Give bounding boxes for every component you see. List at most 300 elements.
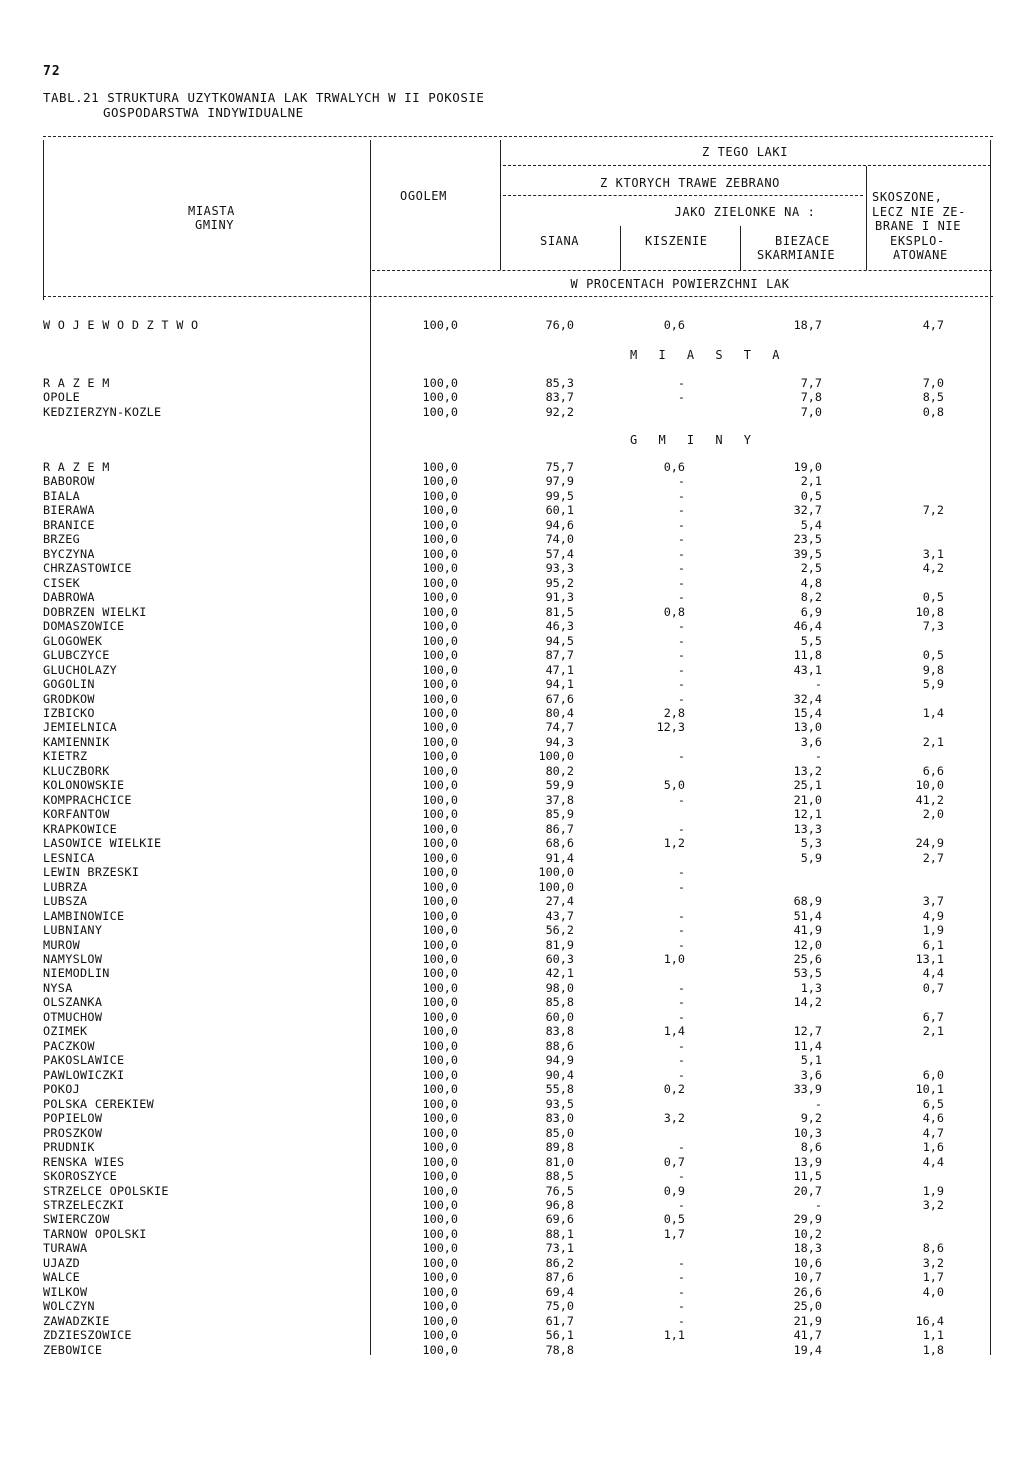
section-gminy-label: G M I N Y: [630, 433, 759, 447]
cell-v3: 6,9: [800, 604, 822, 619]
cell-v2: 0,8: [663, 604, 685, 619]
cell-total: 100,0: [422, 1226, 458, 1241]
cell-v1: 93,3: [545, 561, 574, 576]
cell-total: 100,0: [422, 836, 458, 851]
cell-total: 100,0: [422, 1328, 458, 1343]
cell-total: 100,0: [422, 923, 458, 938]
gminy-row: [0, 851, 1024, 865]
cell-v1: 55,8: [545, 1082, 574, 1097]
cell-name: KIETRZ: [43, 749, 88, 764]
cell-total: 100,0: [422, 460, 458, 474]
cell-total: 100,0: [422, 763, 458, 778]
cell-name: SWIERCZOW: [43, 1212, 110, 1227]
total-values-divider: [500, 140, 501, 270]
cell-v3: 32,4: [793, 691, 822, 706]
cell-name: KOMPRACHCICE: [43, 792, 132, 807]
cell-total: 100,0: [422, 908, 458, 923]
cell-total: 100,0: [422, 318, 458, 332]
cell-total: 100,0: [422, 546, 458, 561]
table-title: [43, 90, 484, 120]
cell-name: POLSKA CEREKIEW: [43, 1096, 155, 1111]
cell-v1: 94,5: [545, 633, 574, 648]
cell-name: CHRZASTOWICE: [43, 561, 132, 576]
table-title-line1: TABL.21 STRUKTURA UZYTKOWANIA LAK TRWALYCH W II POKOSIE: [43, 90, 485, 105]
cell-v4: 1,8: [922, 1342, 944, 1357]
cell-v4: 2,1: [922, 734, 944, 749]
cell-v1: 74,7: [545, 720, 574, 735]
cell-v3: 18,3: [793, 1241, 822, 1256]
cell-v2: -: [677, 923, 685, 938]
cell-v2: -: [677, 662, 685, 677]
cell-name: GOGOLIN: [43, 677, 95, 692]
cell-v1: 88,6: [545, 1038, 574, 1053]
wojewodztwo-row: [0, 318, 1024, 332]
cell-v4: 4,9: [922, 908, 944, 923]
cell-v2: 0,7: [663, 1154, 685, 1169]
gminy-row: [0, 590, 1024, 604]
gminy-row: [0, 605, 1024, 619]
cell-total: 100,0: [422, 691, 458, 706]
cell-total: 100,0: [422, 720, 458, 735]
cell-name: OPOLE: [43, 390, 81, 405]
gminy-row: [0, 1169, 1024, 1183]
cell-v3: 23,5: [793, 532, 822, 547]
cell-v4: 2,7: [922, 850, 944, 865]
gminy-row: [0, 1068, 1024, 1082]
cell-name: ZAWADZKIE: [43, 1313, 110, 1328]
cell-v3: 53,5: [793, 966, 822, 981]
cell-v4: 7,0: [922, 376, 944, 390]
gminy-row: [0, 677, 1024, 691]
cell-name: R A Z E M: [43, 376, 110, 390]
cell-total: 100,0: [422, 1125, 458, 1140]
cell-v1: 91,4: [545, 850, 574, 865]
cell-name: NAMYSLOW: [43, 951, 103, 966]
cell-v1: 93,5: [545, 1096, 574, 1111]
cell-total: 100,0: [422, 633, 458, 648]
header-z-ktorych: Z KTORYCH TRAWE ZEBRANO: [600, 176, 780, 190]
gminy-row: [0, 1256, 1024, 1270]
gminy-row: [0, 865, 1024, 879]
cell-v4: 5,9: [922, 677, 944, 692]
cell-total: 100,0: [422, 677, 458, 692]
cell-name: TURAWA: [43, 1241, 88, 1256]
cell-name: ZDZIESZOWICE: [43, 1328, 132, 1343]
cell-name: KORFANTOW: [43, 807, 110, 822]
gminy-row: [0, 923, 1024, 937]
cell-v1: 75,0: [545, 1299, 574, 1314]
cell-v4: 3,2: [922, 1197, 944, 1212]
cell-v2: -: [677, 633, 685, 648]
cell-v3: 11,8: [793, 648, 822, 663]
cell-v3: 13,2: [793, 763, 822, 778]
cell-v3: 7,7: [800, 376, 822, 390]
cell-v1: 69,4: [545, 1284, 574, 1299]
cell-v2: 1,1: [663, 1328, 685, 1343]
cell-v3: 2,5: [800, 561, 822, 576]
cell-v2: 0,2: [663, 1082, 685, 1097]
gminy-row: [0, 1285, 1024, 1299]
cell-v2: -: [677, 995, 685, 1010]
cell-total: 100,0: [422, 404, 458, 419]
header-z-tego: Z TEGO LAKI: [701, 145, 789, 159]
gminy-row: [0, 1111, 1024, 1125]
cell-total: 100,0: [422, 1241, 458, 1256]
gminy-row: [0, 938, 1024, 952]
cell-v1: 83,0: [545, 1111, 574, 1126]
cell-v3: -: [814, 677, 822, 692]
cell-v2: -: [677, 590, 685, 605]
cell-v2: 3,2: [663, 1111, 685, 1126]
cell-name: BIERAWA: [43, 503, 95, 518]
gminy-row: [0, 909, 1024, 923]
cell-name: PAWLOWICZKI: [43, 1067, 125, 1082]
cell-v2: 12,3: [656, 720, 685, 735]
page-number: 72: [43, 64, 61, 79]
cell-v2: -: [677, 792, 685, 807]
cell-name: RENSKA WIES: [43, 1154, 125, 1169]
cell-v3: 10,2: [793, 1226, 822, 1241]
cell-v3: 5,1: [800, 1053, 822, 1068]
cell-total: 100,0: [422, 937, 458, 952]
gminy-row: [0, 634, 1024, 648]
cell-v3: 46,4: [793, 619, 822, 634]
cell-total: 100,0: [422, 749, 458, 764]
cell-v4: 8,6: [922, 1241, 944, 1256]
cell-name: GLUCHOLAZY: [43, 662, 118, 677]
cell-name: PACZKOW: [43, 1038, 95, 1053]
gminy-row: [0, 836, 1024, 850]
cell-v1: 87,6: [545, 1270, 574, 1285]
cell-name: BYCZYNA: [43, 546, 95, 561]
cell-v1: 75,7: [545, 460, 574, 474]
gminy-row: [0, 995, 1024, 1009]
gminy-row: [0, 749, 1024, 763]
gminy-row: [0, 1314, 1024, 1328]
cell-v2: -: [677, 474, 685, 489]
cell-v4: 1,7: [922, 1270, 944, 1285]
cell-total: 100,0: [422, 1183, 458, 1198]
cell-total: 100,0: [422, 590, 458, 605]
cell-v4: 6,6: [922, 763, 944, 778]
gminy-row: [0, 793, 1024, 807]
cell-v3: 21,9: [793, 1313, 822, 1328]
miasta-row: [0, 390, 1024, 404]
cell-total: 100,0: [422, 376, 458, 390]
gminy-row: [0, 880, 1024, 894]
cell-name: OTMUCHOW: [43, 1009, 103, 1024]
cell-v3: 7,8: [800, 390, 822, 405]
cell-v4: 6,5: [922, 1096, 944, 1111]
cell-name: OLSZANKA: [43, 995, 103, 1010]
cell-total: 100,0: [422, 1342, 458, 1357]
header-skoszone-3: BRANE I NIE: [875, 219, 962, 233]
gminy-row: [0, 619, 1024, 633]
cell-v1: 94,6: [545, 517, 574, 532]
cell-v3: 21,0: [793, 792, 822, 807]
cell-v1: 81,9: [545, 937, 574, 952]
header-bottom-rule: [43, 296, 993, 297]
cell-name: STRZELCE OPOLSKIE: [43, 1183, 169, 1198]
cell-total: 100,0: [422, 517, 458, 532]
cell-v2: 1,0: [663, 951, 685, 966]
cell-name: OZIMEK: [43, 1024, 88, 1039]
cell-name: JEMIELNICA: [43, 720, 118, 735]
cell-v1: 88,5: [545, 1169, 574, 1184]
gminy-row: [0, 532, 1024, 546]
cell-total: 100,0: [422, 1111, 458, 1126]
gminy-row: [0, 489, 1024, 503]
cell-total: 100,0: [422, 575, 458, 590]
cell-v1: 78,8: [545, 1342, 574, 1357]
cell-v1: 74,0: [545, 532, 574, 547]
cell-v1: 92,2: [545, 404, 574, 419]
cell-v4: 24,9: [915, 836, 944, 851]
cell-v4: 7,3: [922, 619, 944, 634]
cell-v1: 59,9: [545, 778, 574, 793]
cell-name: SKOROSZYCE: [43, 1169, 118, 1184]
cell-total: 100,0: [422, 951, 458, 966]
table-title-line2: GOSPODARSTWA INDYWIDUALNE: [103, 105, 304, 120]
gminy-row: [0, 807, 1024, 821]
cell-total: 100,0: [422, 1197, 458, 1212]
cell-total: 100,0: [422, 1299, 458, 1314]
gminy-row: [0, 1126, 1024, 1140]
miasta-row: [0, 376, 1024, 390]
cell-v3: 19,4: [793, 1342, 822, 1357]
cell-v2: -: [677, 376, 685, 390]
cell-v4: 8,5: [922, 390, 944, 405]
cell-name: LUBSZA: [43, 894, 88, 909]
cell-name: LESNICA: [43, 850, 95, 865]
gminy-row: [0, 1140, 1024, 1154]
gminy-row: [0, 1299, 1024, 1313]
cell-v3: 43,1: [793, 662, 822, 677]
cell-name: BABOROW: [43, 474, 95, 489]
cell-name: PROSZKOW: [43, 1125, 103, 1140]
gminy-row: [0, 1039, 1024, 1053]
cell-total: 100,0: [422, 1154, 458, 1169]
cell-name: TARNOW OPOLSKI: [43, 1226, 147, 1241]
cell-v4: 3,1: [922, 546, 944, 561]
cell-total: 100,0: [422, 474, 458, 489]
cell-v1: 99,5: [545, 488, 574, 503]
cell-v3: 12,0: [793, 937, 822, 952]
cell-name: R A Z E M: [43, 460, 110, 474]
cell-total: 100,0: [422, 488, 458, 503]
cell-v1: 88,1: [545, 1226, 574, 1241]
cell-v1: 46,3: [545, 619, 574, 634]
cell-total: 100,0: [422, 1284, 458, 1299]
header-unit: W PROCENTACH POWIERZCHNI LAK: [570, 277, 790, 291]
cell-v1: 68,6: [545, 836, 574, 851]
cell-name: LASOWICE WIELKIE: [43, 836, 162, 851]
cell-total: 100,0: [422, 648, 458, 663]
cell-total: 100,0: [422, 1255, 458, 1270]
header-kiszenie: KISZENIE: [645, 234, 708, 248]
cell-v3: 10,3: [793, 1125, 822, 1140]
cell-v4: 41,2: [915, 792, 944, 807]
cell-total: 100,0: [422, 1024, 458, 1039]
cell-name: STRZELECZKI: [43, 1197, 125, 1212]
cell-total: 100,0: [422, 604, 458, 619]
cell-v3: 20,7: [793, 1183, 822, 1198]
cell-v3: -: [814, 1197, 822, 1212]
cell-v4: 10,0: [915, 778, 944, 793]
cell-v1: 80,2: [545, 763, 574, 778]
cell-v2: -: [677, 561, 685, 576]
cell-name: BRZEG: [43, 532, 81, 547]
cell-name: LUBRZA: [43, 879, 88, 894]
cell-v4: 9,8: [922, 662, 944, 677]
cell-v2: -: [677, 879, 685, 894]
cell-v2: -: [677, 865, 685, 880]
cell-v2: -: [677, 1067, 685, 1082]
cell-total: 100,0: [422, 1096, 458, 1111]
header-biezace-1: BIEZACE: [775, 234, 830, 248]
cell-v3: 15,4: [793, 705, 822, 720]
cell-v4: 4,4: [922, 1154, 944, 1169]
cell-v3: 25,0: [793, 1299, 822, 1314]
gminy-row: [0, 966, 1024, 980]
cell-total: 100,0: [422, 792, 458, 807]
cell-v2: -: [677, 1284, 685, 1299]
cell-v2: -: [677, 532, 685, 547]
gminy-row: [0, 1227, 1024, 1241]
cell-name: GLUBCZYCE: [43, 648, 110, 663]
cell-total: 100,0: [422, 1053, 458, 1068]
gminy-row: [0, 561, 1024, 575]
cell-v1: 94,1: [545, 677, 574, 692]
header-skoszone-1: SKOSZONE,: [872, 190, 943, 204]
cell-v4: 1,9: [922, 1183, 944, 1198]
gminy-row: [0, 1097, 1024, 1111]
cell-total: 100,0: [422, 995, 458, 1010]
cell-name: PRUDNIK: [43, 1140, 95, 1155]
cell-v2: -: [677, 821, 685, 836]
cell-v1: 86,7: [545, 821, 574, 836]
cell-v4: 2,0: [922, 807, 944, 822]
cell-v3: 5,3: [800, 836, 822, 851]
gminy-row: [0, 778, 1024, 792]
cell-v1: 69,6: [545, 1212, 574, 1227]
cell-name: WOLCZYN: [43, 1299, 95, 1314]
cell-name: LEWIN BRZESKI: [43, 865, 140, 880]
cell-v3: 19,0: [793, 460, 822, 474]
cell-name: DOBRZEN WIELKI: [43, 604, 147, 619]
cell-name: GLOGOWEK: [43, 633, 103, 648]
cell-v3: 39,5: [793, 546, 822, 561]
cell-v1: 85,0: [545, 1125, 574, 1140]
cell-name: WILKOW: [43, 1284, 88, 1299]
cell-v3: 51,4: [793, 908, 822, 923]
cell-v2: -: [677, 1009, 685, 1024]
cell-v3: 11,5: [793, 1169, 822, 1184]
gminy-row: [0, 1010, 1024, 1024]
header-siana: SIANA: [540, 234, 580, 248]
cell-v2: -: [677, 575, 685, 590]
cell-name: POPIELOW: [43, 1111, 103, 1126]
cell-v3: 3,6: [800, 734, 822, 749]
cell-v1: 61,7: [545, 1313, 574, 1328]
cell-v1: 60,1: [545, 503, 574, 518]
gminy-row: [0, 822, 1024, 836]
cell-v1: 94,9: [545, 1053, 574, 1068]
header-ogolem: OGOLEM: [400, 189, 447, 203]
cell-v2: 1,4: [663, 1024, 685, 1039]
cell-name: DOMASZOWICE: [43, 619, 125, 634]
cell-name: IZBICKO: [43, 705, 95, 720]
cell-name: MUROW: [43, 937, 81, 952]
cell-name: KRAPKOWICE: [43, 821, 118, 836]
cell-v1: 80,4: [545, 705, 574, 720]
cell-v3: 13,9: [793, 1154, 822, 1169]
cell-v1: 47,1: [545, 662, 574, 677]
gminy-row: [0, 1241, 1024, 1255]
cell-v1: 86,2: [545, 1255, 574, 1270]
left-border: [43, 140, 44, 300]
cell-total: 100,0: [422, 1009, 458, 1024]
cell-v4: 0,8: [922, 404, 944, 419]
cell-name: KLUCZBORK: [43, 763, 110, 778]
section-miasta-label: M I A S T A: [630, 348, 787, 362]
cell-v4: 0,5: [922, 648, 944, 663]
cell-total: 100,0: [422, 390, 458, 405]
cell-v4: 6,7: [922, 1009, 944, 1024]
cell-v1: 81,0: [545, 1154, 574, 1169]
cell-v4: 4,7: [922, 318, 944, 332]
cell-v1: 97,9: [545, 474, 574, 489]
header-top-rule: [43, 136, 993, 137]
gminy-row: [0, 764, 1024, 778]
cell-name: ZEBOWICE: [43, 1342, 103, 1357]
header-miasta: MIASTA: [188, 204, 235, 218]
cell-v3: 1,3: [800, 980, 822, 995]
cell-v2: -: [677, 1299, 685, 1314]
cell-v2: 2,8: [663, 705, 685, 720]
cell-v3: 5,5: [800, 633, 822, 648]
cell-v1: 67,6: [545, 691, 574, 706]
cell-v4: 1,9: [922, 923, 944, 938]
cell-total: 100,0: [422, 821, 458, 836]
gminy-row: [0, 1198, 1024, 1212]
cell-v1: 73,1: [545, 1241, 574, 1256]
cell-v1: 95,2: [545, 575, 574, 590]
gminy-row: [0, 474, 1024, 488]
gminy-row: [0, 706, 1024, 720]
cell-v3: 26,6: [793, 1284, 822, 1299]
header-gminy: GMINY: [195, 218, 235, 232]
gminy-row: [0, 460, 1024, 474]
cell-total: 100,0: [422, 532, 458, 547]
cell-v3: 11,4: [793, 1038, 822, 1053]
cell-v1: 37,8: [545, 792, 574, 807]
cell-v3: 68,9: [793, 894, 822, 909]
biezace-skoszone-divider: [866, 166, 867, 270]
cell-v1: 100,0: [538, 879, 574, 894]
cell-name: GRODKOW: [43, 691, 95, 706]
cell-v2: -: [677, 517, 685, 532]
cell-v4: 4,6: [922, 1111, 944, 1126]
gminy-row: [0, 1082, 1024, 1096]
cell-v2: 0,9: [663, 1183, 685, 1198]
cell-v2: -: [677, 908, 685, 923]
cell-v4: 0,5: [922, 590, 944, 605]
cell-v2: -: [677, 937, 685, 952]
cell-v3: 3,6: [800, 1067, 822, 1082]
cell-name: WALCE: [43, 1270, 81, 1285]
header-jako: JAKO ZIELONKE NA :: [674, 205, 816, 219]
